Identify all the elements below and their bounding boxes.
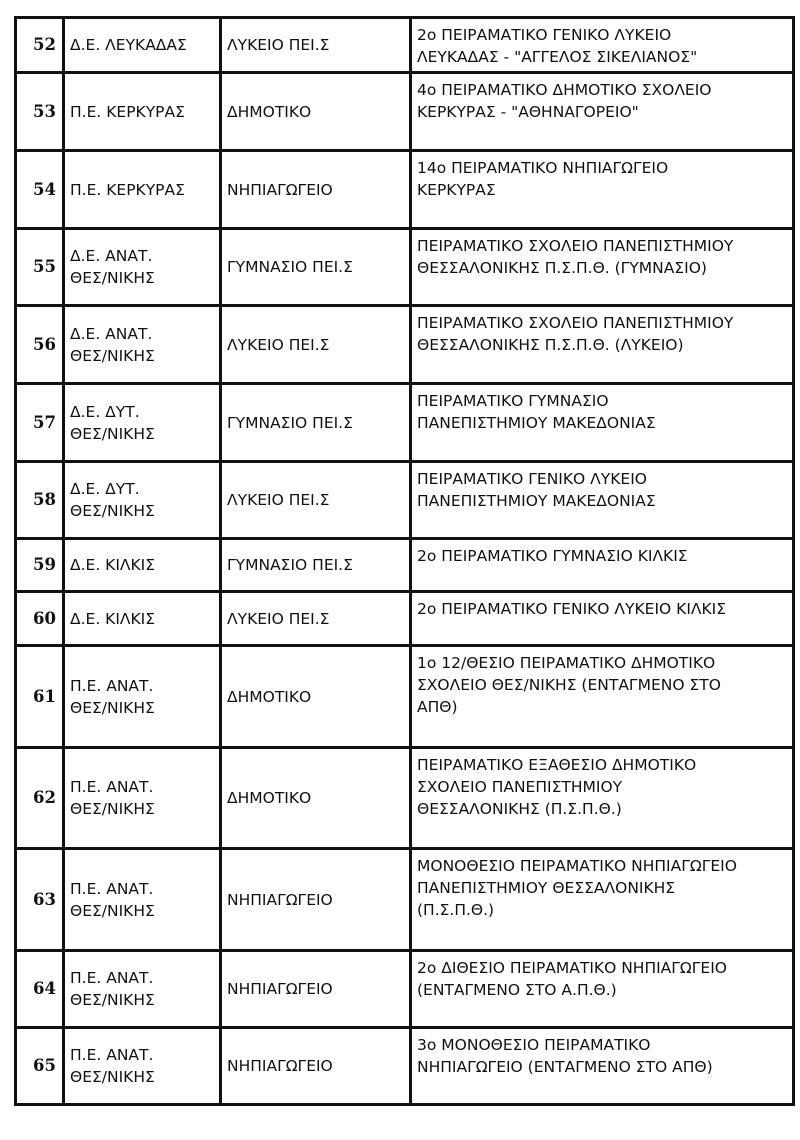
school-type-cell: ΓΥΜΝΑΣΙΟ ΠΕΙ.Σ <box>221 384 411 462</box>
school-type-cell: ΓΥΜΝΑΣΙΟ ΠΕΙ.Σ <box>221 229 411 306</box>
school-name-cell: 3ο ΜΟΝΟΘΕΣΙΟ ΠΕΙΡΑΜΑΤΙΚΟ ΝΗΠΙΑΓΩΓΕΙΟ (ΕΝΤΑΓΜΕΝΟ ΣΤΟ ΑΠΘ) <box>411 1028 794 1105</box>
school-type-cell: ΛΥΚΕΙΟ ΠΕΙ.Σ <box>221 306 411 384</box>
school-type-cell: ΛΥΚΕΙΟ ΠΕΙ.Σ <box>221 462 411 539</box>
region-cell: Π.Ε. ΚΕΡΚΥΡΑΣ <box>64 151 221 229</box>
school-name-cell: 1ο 12/ΘΕΣΙΟ ΠΕΙΡΑΜΑΤΙΚΟ ΔΗΜΟΤΙΚΟ ΣΧΟΛΕΙΟ ΘΕΣ/ΝΙΚΗΣ (ΕΝΤΑΓΜΕΝΟ ΣΤΟ ΑΠΘ) <box>411 646 794 748</box>
region-cell: Π.Ε. ΑΝΑΤ. ΘΕΣ/ΝΙΚΗΣ <box>64 849 221 951</box>
school-name-cell: ΠΕΙΡΑΜΑΤΙΚΟ ΣΧΟΛΕΙΟ ΠΑΝΕΠΙΣΤΗΜΙΟΥ ΘΕΣΣΑΛΟΝΙΚΗΣ Π.Σ.Π.Θ. (ΛΥΚΕΙΟ) <box>411 306 794 384</box>
school-type-cell: ΓΥΜΝΑΣΙΟ ΠΕΙ.Σ <box>221 539 411 592</box>
table-row <box>16 384 794 462</box>
school-name-cell: 14ο ΠΕΙΡΑΜΑΤΙΚΟ ΝΗΠΙΑΓΩΓΕΙΟ ΚΕΡΚΥΡΑΣ <box>411 151 794 229</box>
row-number: 52 <box>16 18 64 73</box>
school-name-cell: 2ο ΠΕΙΡΑΜΑΤΙΚΟ ΓΕΝΙΚΟ ΛΥΚΕΙΟ ΚΙΛΚΙΣ <box>411 592 794 646</box>
school-name-cell: 2ο ΠΕΙΡΑΜΑΤΙΚΟ ΓΥΜΝΑΣΙΟ ΚΙΛΚΙΣ <box>411 539 794 592</box>
table-row <box>16 306 794 384</box>
school-type-cell: ΔΗΜΟΤΙΚΟ <box>221 73 411 151</box>
school-type-cell: ΛΥΚΕΙΟ ΠΕΙ.Σ <box>221 592 411 646</box>
school-name-cell: 2ο ΠΕΙΡΑΜΑΤΙΚΟ ΓΕΝΙΚΟ ΛΥΚΕΙΟ ΛΕΥΚΑΔΑΣ - "ΑΓΓΕΛΟΣ ΣΙΚΕΛΙΑΝΟΣ" <box>411 18 794 73</box>
region-cell: Δ.Ε. ΑΝΑΤ. ΘΕΣ/ΝΙΚΗΣ <box>64 229 221 306</box>
region-cell: Π.Ε. ΚΕΡΚΥΡΑΣ <box>64 73 221 151</box>
row-number: 59 <box>16 539 64 592</box>
table-row <box>16 229 794 306</box>
school-type-cell: ΝΗΠΙΑΓΩΓΕΙΟ <box>221 951 411 1028</box>
school-type-cell: ΔΗΜΟΤΙΚΟ <box>221 646 411 748</box>
school-type-cell: ΝΗΠΙΑΓΩΓΕΙΟ <box>221 1028 411 1105</box>
region-cell: Δ.Ε. ΔΥΤ. ΘΕΣ/ΝΙΚΗΣ <box>64 384 221 462</box>
row-number: 57 <box>16 384 64 462</box>
schools-table <box>14 16 795 1106</box>
table-row <box>16 1028 794 1105</box>
region-cell: Δ.Ε. ΚΙΛΚΙΣ <box>64 539 221 592</box>
region-cell: Δ.Ε. ΔΥΤ. ΘΕΣ/ΝΙΚΗΣ <box>64 462 221 539</box>
region-cell: Π.Ε. ΑΝΑΤ. ΘΕΣ/ΝΙΚΗΣ <box>64 951 221 1028</box>
school-name-cell: ΜΟΝΟΘΕΣΙΟ ΠΕΙΡΑΜΑΤΙΚΟ ΝΗΠΙΑΓΩΓΕΙΟ ΠΑΝΕΠΙΣΤΗΜΙΟΥ ΘΕΣΣΑΛΟΝΙΚΗΣ (Π.Σ.Π.Θ.) <box>411 849 794 951</box>
table-row <box>16 592 794 646</box>
row-number: 56 <box>16 306 64 384</box>
row-number: 64 <box>16 951 64 1028</box>
school-name-cell: ΠΕΙΡΑΜΑΤΙΚΟ ΣΧΟΛΕΙΟ ΠΑΝΕΠΙΣΤΗΜΙΟΥ ΘΕΣΣΑΛΟΝΙΚΗΣ Π.Σ.Π.Θ. (ΓΥΜΝΑΣΙΟ) <box>411 229 794 306</box>
row-number: 63 <box>16 849 64 951</box>
table-row <box>16 73 794 151</box>
table-row <box>16 951 794 1028</box>
region-cell: Δ.Ε. ΛΕΥΚΑΔΑΣ <box>64 18 221 73</box>
school-type-cell: ΝΗΠΙΑΓΩΓΕΙΟ <box>221 151 411 229</box>
row-number: 60 <box>16 592 64 646</box>
row-number: 55 <box>16 229 64 306</box>
table-row <box>16 18 794 73</box>
school-name-cell: 2ο ΔΙΘΕΣΙΟ ΠΕΙΡΑΜΑΤΙΚΟ ΝΗΠΙΑΓΩΓΕΙΟ (ΕΝΤΑΓΜΕΝΟ ΣΤΟ Α.Π.Θ.) <box>411 951 794 1028</box>
region-cell: Π.Ε. ΑΝΑΤ. ΘΕΣ/ΝΙΚΗΣ <box>64 1028 221 1105</box>
region-cell: Π.Ε. ΑΝΑΤ. ΘΕΣ/ΝΙΚΗΣ <box>64 748 221 849</box>
row-number: 58 <box>16 462 64 539</box>
school-type-cell: ΛΥΚΕΙΟ ΠΕΙ.Σ <box>221 18 411 73</box>
table-row <box>16 646 794 748</box>
table-row <box>16 539 794 592</box>
school-name-cell: ΠΕΙΡΑΜΑΤΙΚΟ ΕΞΑΘΕΣΙΟ ΔΗΜΟΤΙΚΟ ΣΧΟΛΕΙΟ ΠΑΝΕΠΙΣΤΗΜΙΟΥ ΘΕΣΣΑΛΟΝΙΚΗΣ (Π.Σ.Π.Θ.) <box>411 748 794 849</box>
row-number: 62 <box>16 748 64 849</box>
table-row <box>16 748 794 849</box>
region-cell: Δ.Ε. ΚΙΛΚΙΣ <box>64 592 221 646</box>
region-cell: Δ.Ε. ΑΝΑΤ. ΘΕΣ/ΝΙΚΗΣ <box>64 306 221 384</box>
school-type-cell: ΔΗΜΟΤΙΚΟ <box>221 748 411 849</box>
school-type-cell: ΝΗΠΙΑΓΩΓΕΙΟ <box>221 849 411 951</box>
row-number: 54 <box>16 151 64 229</box>
row-number: 65 <box>16 1028 64 1105</box>
row-number: 61 <box>16 646 64 748</box>
school-name-cell: 4ο ΠΕΙΡΑΜΑΤΙΚΟ ΔΗΜΟΤΙΚΟ ΣΧΟΛΕΙΟ ΚΕΡΚΥΡΑΣ - "ΑΘΗΝΑΓΟΡΕΙΟ" <box>411 73 794 151</box>
row-number: 53 <box>16 73 64 151</box>
table-row <box>16 462 794 539</box>
school-name-cell: ΠΕΙΡΑΜΑΤΙΚΟ ΓΥΜΝΑΣΙΟ ΠΑΝΕΠΙΣΤΗΜΙΟΥ ΜΑΚΕΔΟΝΙΑΣ <box>411 384 794 462</box>
table-row <box>16 849 794 951</box>
region-cell: Π.Ε. ΑΝΑΤ. ΘΕΣ/ΝΙΚΗΣ <box>64 646 221 748</box>
table-row <box>16 151 794 229</box>
school-name-cell: ΠΕΙΡΑΜΑΤΙΚΟ ΓΕΝΙΚΟ ΛΥΚΕΙΟ ΠΑΝΕΠΙΣΤΗΜΙΟΥ ΜΑΚΕΔΟΝΙΑΣ <box>411 462 794 539</box>
